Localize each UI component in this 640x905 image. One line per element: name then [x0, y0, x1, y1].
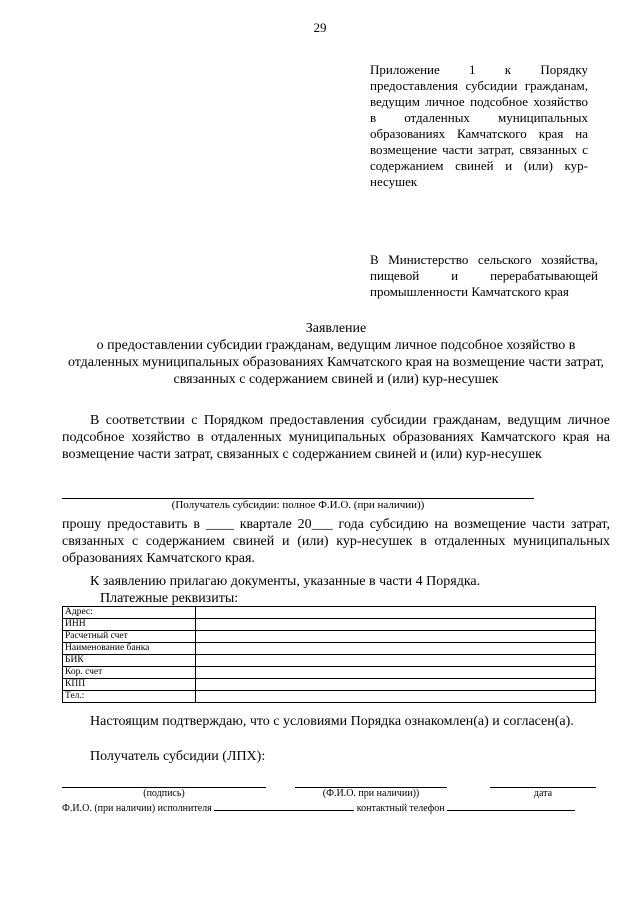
confirmation-paragraph: Настоящим подтверждаю, что с условиями Порядка ознакомлен(а) и согласен(а).: [90, 714, 574, 729]
recipient-name-caption: (Получатель субсидии: полное Ф.И.О. (при наличии)): [171, 499, 425, 511]
table-row: [63, 655, 596, 667]
executor-line: [62, 800, 598, 815]
requisite-value-field[interactable]: [196, 643, 596, 655]
request-paragraph: прошу предоставить в ____ квартале 20___ года субсидию на возмещение части затрат, связанных с содержанием свиней и (или) кур-несушек в отдаленных муниципальных образованиях Камчатского края.: [62, 517, 610, 566]
payment-requisites-table: [62, 606, 596, 703]
table-row: [63, 631, 596, 643]
table-row: [63, 691, 596, 703]
requisite-label: ИНН: [63, 619, 196, 631]
document-title: Заявление: [305, 321, 367, 336]
addressee: В Министерство сельского хозяйства, пищевой и перерабатывающей промышленности Камчатского края: [370, 252, 598, 299]
date-caption: дата: [533, 788, 553, 799]
requisite-value-field[interactable]: [196, 607, 596, 619]
intro-paragraph: В соответствии с Порядком предоставления субсидии гражданам, ведущим личное подсобное хозяйство в отдаленных муниципальных образованиях Камчатского края на возмещение части затрат, связанных с содержанием свиней и (или) кур-несушек: [62, 413, 610, 462]
table-row: [63, 679, 596, 691]
requisite-label: Наименование банка: [63, 643, 196, 655]
requisite-label: БИК: [63, 655, 196, 667]
document-subtitle: о предоставлении субсидии гражданам, ведущим личное подсобное хозяйство в отдаленных муниципальных образованиях Камчатского края на возмещение части затрат, связанных с содержанием свиней и (или) кур-несушек: [67, 338, 605, 387]
payment-requisites-title: Платежные реквизиты:: [100, 591, 239, 606]
phone-label: контактный телефон: [356, 803, 445, 814]
appendix-note: Приложение 1 к Порядку предоставления субсидии гражданам, ведущим личное подсобное хозяйство в отдаленных муниципальных образованиях Камчатского края на возмещение части затрат, связанных с содержанием свиней и (или) кур-несушек: [370, 62, 588, 189]
table-row: [63, 667, 596, 679]
attachments-line: К заявлению прилагаю документы, указанные в части 4 Порядка.: [90, 574, 481, 589]
requisite-value-field[interactable]: [196, 655, 596, 667]
fio-caption: (Ф.И.О. при наличии)): [322, 788, 420, 799]
phone-field[interactable]: [447, 800, 575, 811]
signature-caption: (подпись): [143, 788, 185, 799]
table-row: [63, 619, 596, 631]
document-title-block: [62, 320, 610, 388]
table-row: [63, 607, 596, 619]
requisite-value-field[interactable]: [196, 619, 596, 631]
requisite-label: Тел.:: [63, 691, 196, 703]
executor-label: Ф.И.О. (при наличии) исполнителя: [62, 803, 212, 814]
executor-field[interactable]: [214, 800, 354, 811]
requisite-label: КПП: [63, 679, 196, 691]
requisite-value-field[interactable]: [196, 691, 596, 703]
recipient-lph-label: Получатель субсидии (ЛПХ):: [90, 749, 266, 764]
page-number: 29: [313, 20, 327, 35]
table-row: [63, 643, 596, 655]
requisite-value-field[interactable]: [196, 631, 596, 643]
requisite-value-field[interactable]: [196, 679, 596, 691]
requisite-label: Расчетный счет: [63, 631, 196, 643]
requisite-label: Кор. счет: [63, 667, 196, 679]
requisite-value-field[interactable]: [196, 667, 596, 679]
requisite-label: Адрес:: [63, 607, 196, 619]
